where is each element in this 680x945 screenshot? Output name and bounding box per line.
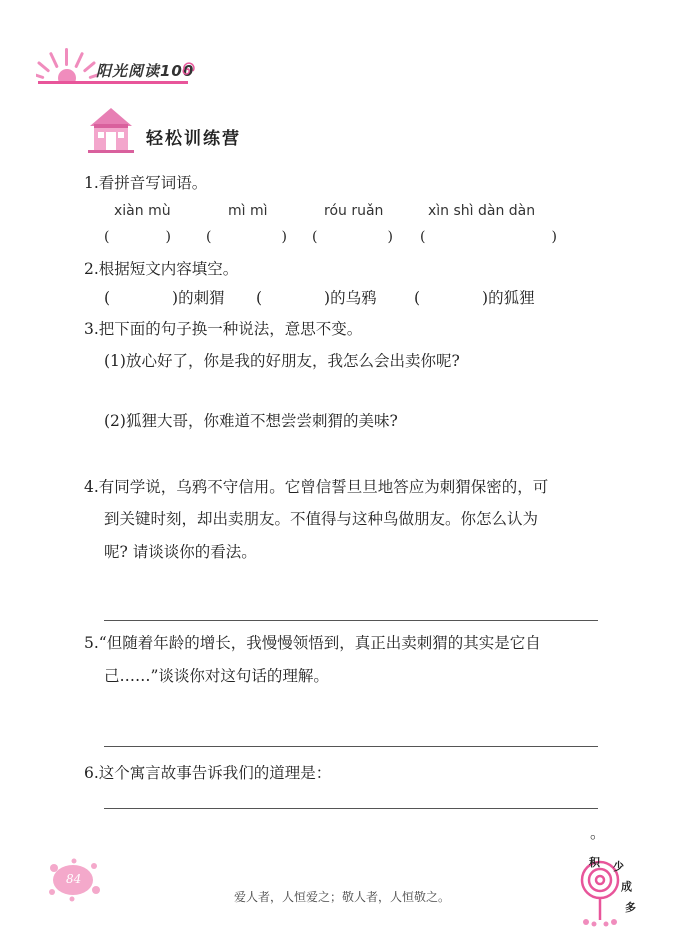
- question-5-line-1: 5.“但随着年龄的增长，我慢慢领悟到，真正出卖刺猬的其实是它自: [84, 634, 541, 652]
- answer-blank-2[interactable]: ( ): [206, 229, 287, 245]
- question-6-prompt: 6.这个寓言故事告诉我们的道理是：: [84, 764, 332, 782]
- period-mark: 。: [590, 824, 606, 842]
- question-3-sub-2: (2)狐狸大哥，你难道不想尝尝刺猬的美味?: [104, 412, 398, 430]
- house-icon: [84, 106, 138, 154]
- question-1-prompt: 1.看拼音写词语。: [84, 174, 208, 192]
- question-5-line-2: 己……”谈谈你对这句话的理解。: [104, 667, 329, 685]
- answer-blank-4[interactable]: ( ): [420, 229, 557, 245]
- section-title: 轻松训练营: [146, 129, 241, 149]
- pinyin-2: mì mì: [228, 203, 268, 219]
- corner-char-1: 积: [589, 856, 600, 869]
- corner-char-3: 成: [621, 880, 632, 893]
- swirl-icon: [180, 62, 196, 78]
- pinyin-3: róu ruǎn: [324, 203, 384, 219]
- question-4-line-2: 到关键时刻，却出卖朋友。不值得与这种鸟做朋友。你怎么认为: [104, 510, 539, 528]
- answer-blank-3[interactable]: ( ): [312, 229, 393, 245]
- fill-hedgehog[interactable]: ( )的刺猬: [104, 289, 225, 307]
- page-number: 84: [66, 872, 82, 886]
- answer-blank-1[interactable]: ( ): [104, 229, 171, 245]
- header-underline: [38, 81, 188, 84]
- answer-line-6[interactable]: [104, 808, 598, 809]
- question-4-line-3: 呢? 请谈谈你的看法。: [104, 543, 257, 561]
- fill-crow[interactable]: ( )的乌鸦: [256, 289, 377, 307]
- corner-char-2: 少: [613, 860, 624, 873]
- brand-title: 阳光阅读100: [96, 62, 195, 80]
- answer-line-4[interactable]: [104, 620, 598, 621]
- pinyin-4: xìn shì dàn dàn: [428, 203, 536, 219]
- pinyin-1: xiàn mù: [114, 203, 171, 219]
- question-2-prompt: 2.根据短文内容填空。: [84, 260, 239, 278]
- footer-quote: 爱人者，人恒爱之；敬人者，人恒敬之。: [234, 890, 451, 904]
- question-3-sub-1: (1)放心好了，你是我的好朋友，我怎么会出卖你呢?: [104, 352, 460, 370]
- sunburst-logo-icon: [36, 40, 98, 84]
- fill-fox[interactable]: ( )的狐狸: [414, 289, 535, 307]
- question-3-prompt: 3.把下面的句子换一种说法，意思不变。: [84, 320, 363, 338]
- corner-char-4: 多: [625, 901, 636, 914]
- question-4-line-1: 4.有同学说，乌鸦不守信用。它曾信誓旦旦地答应为刺猬保密的，可: [84, 478, 549, 496]
- answer-line-5[interactable]: [104, 746, 598, 747]
